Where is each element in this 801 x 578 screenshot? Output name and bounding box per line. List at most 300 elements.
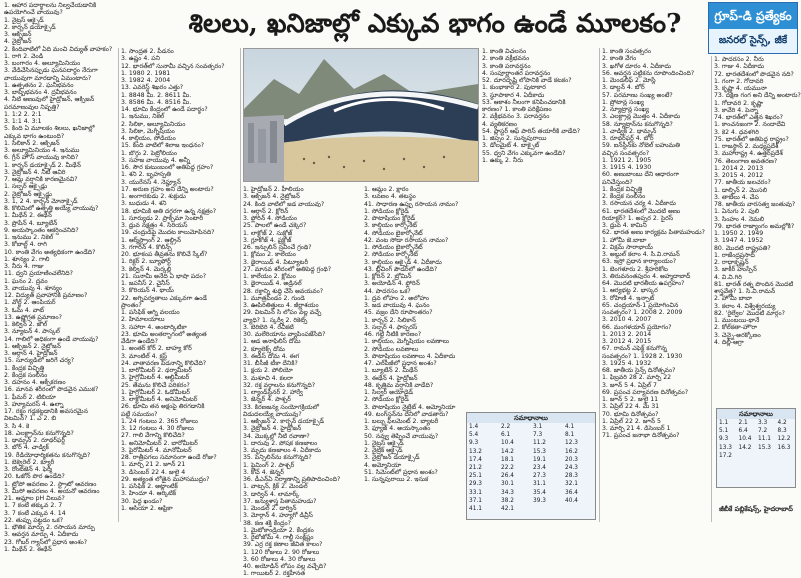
question-line: 3. కాల్షియం కార్బోనేట్: [364, 222, 418, 230]
question-line: 3. గ్లూకోజ్ 4. ఫ్రక్టోజ్: [243, 236, 292, 244]
question-line: 2. విక్రమ్ సారాభాయ్: [602, 243, 653, 251]
question-line: 13. ఎవరెస్ట్ శిఖరం ఎత్తు?: [121, 84, 184, 92]
answer-cell: 2.1: [738, 420, 748, 426]
question-line: 1. ఆక్సిజన్ 2. కార్బన్ డయాక్సైడ్: [243, 418, 325, 425]
question-line: 27. మానవ శరీరంలో అతిపెద్ద గ్రంథి?: [243, 265, 331, 273]
question-line: 8. కొలిమిలో ఉత్పత్తి అయ్యే వాయువు?: [4, 205, 99, 212]
question-line: వేడిగా ఉండేది?: [121, 338, 158, 345]
question-line: 50. నవ్వు తెప్పించే వాయువు?: [364, 432, 439, 440]
question-line: 3. మశూచి 4. కలరా: [243, 374, 293, 382]
question-line: 2. క్యూలెక్స్ దోమ: [243, 345, 285, 353]
question-line: 3. బోర్ 4. చాడ్విక్: [4, 444, 49, 452]
question-line: 1. శూన్యం 2. గాలి: [4, 255, 50, 263]
question-line: 1. కాంచనజంగా 2. నందాదేవి: [714, 121, 786, 129]
question-line: 3. తిరువనంతపురం 4. అహ్మదాబాద్: [602, 272, 691, 280]
question-line: 26. భూమి తన అక్షంపై తిరగడానికి: [121, 403, 205, 411]
question-line: 1. రాజస్థాన్ 2. మధ్యప్రదేశ్: [714, 143, 779, 150]
question-line: 37. జన్యుశాస్త్ర పితామహుడు?: [243, 497, 317, 505]
question-line: 78. జాతీయ వారసత్వ జంతువు?: [714, 201, 796, 208]
answer-row: [467, 439, 595, 447]
question-line: 12. భారత్‌లో సునామీ వచ్చిన సంవత్సరం?: [121, 62, 225, 70]
question-line: వ్యాధి? 1. స్కర్వీ 2. రికెట్స్: [243, 316, 308, 324]
question-line: 1. ఆక్సిజన్ 2. నైట్రోజన్: [4, 342, 61, 350]
question-line: 1. సిలికాన్ 2. ఆక్సిజన్: [4, 139, 60, 147]
question-line: 2. హిమాలయాలు: [121, 316, 165, 324]
question-line: 1. 1950 2. 1949: [714, 230, 764, 237]
question-line: 80. మొదటి రాష్ట్రపతి?: [714, 244, 771, 252]
question-line: 1. బ్యూటేన్ 2. మీథేన్: [364, 367, 418, 375]
question-line: ఉపయోగించే వాయువు?: [4, 9, 63, 17]
question-line: 3. కృష్ణా 4. యమునా: [714, 85, 767, 92]
question-line: 2. కేంద్రక సంలీనం: [602, 193, 646, 200]
question-line: 3. హైగ్రోమీటర్ 4. ఆల్టిమీటర్: [121, 374, 190, 382]
question-line: 3. మార్చి 21 4. డిసెంబర్ 1: [602, 425, 671, 432]
question-line: 46. గట్టి నీటికి కారణం?: [364, 331, 422, 338]
question-line: 3. 12 గంటలు 4. 30 రోజులు: [121, 425, 194, 432]
question-line: 1. లాక్టోజ్ 2. సుక్రోజ్: [243, 229, 293, 237]
badge-subtitle: జనరల్ సైన్స్, జీకే: [709, 29, 797, 53]
question-line: 4. వి.వి.గిరి: [714, 273, 742, 281]
question-line: 72. భారతదేశంలో పొడవైన నది?: [714, 70, 794, 78]
column-divider: [599, 48, 600, 522]
question-line: 1. ఫిబ్రవరి 28 2. మార్చి 22: [602, 374, 672, 382]
question-line: 1. 120 రోజులు 2. 90 రోజులు: [243, 548, 320, 556]
question-line: 39. ఎర్ర రక్త కణాల జీవిత కాలం?: [243, 541, 323, 549]
question-line: 3. బాష్పీభవనం 4. ద్రవీభవనం: [4, 89, 77, 96]
question-line: 16. సౌర కుటుంబంలో అతిపెద్ద గ్రహం?: [121, 164, 214, 171]
question-line: 38. కణ శక్తి కేంద్రం?: [243, 519, 291, 527]
question-line: 14. భూమి కేంద్రంలో ఉండే పదార్థం?: [121, 106, 208, 113]
question-line: 3. ఆక్సిజన్: [4, 31, 32, 38]
answer-row: [467, 489, 595, 497]
question-line: 3. ఫ్లోరిన్ 4. సోడియం: [243, 215, 297, 222]
answer-cell: 7.3: [533, 432, 543, 439]
answer-cell: 12.3: [565, 440, 578, 447]
question-line: 19. చంద్రుడిపై మొదట కాలుమోపినది?: [121, 229, 215, 237]
question-line: 1. ఇనుము, నికెల్: [121, 113, 165, 121]
question-line: 69. ప్రపంచ పర్యావరణ దినోత్సవం?: [602, 388, 689, 396]
question-line: 81. భారత్ రత్న పొందిన మొదటి: [714, 280, 794, 288]
question-line: 18. భూమికి అతి దగ్గరగా ఉన్న నక్షత్రం?: [121, 207, 217, 215]
answer-row: [717, 427, 795, 435]
question-line: 1. 7 కంటే తక్కువ 2. 7: [4, 502, 63, 510]
question-line: 63. ఇస్రో ప్రధాన కార్యాలయం?: [602, 258, 677, 266]
question-line: 1. 1921 2. 1905: [602, 156, 652, 164]
answer-cell: 9.3: [719, 436, 729, 443]
answer-cell: 3.3: [758, 420, 768, 426]
question-line: ఎక్కువ భాగం ఉంటుంది?: [4, 132, 65, 140]
answer-cell: [737, 452, 757, 460]
answer-cell: 37.1: [469, 497, 482, 504]
question-line: 1. ఘనం 2. ద్రవం: [4, 277, 48, 285]
question-line: 1. గోదావరి 2. కృష్ణా: [714, 99, 764, 107]
question-line: 61. భారతదేశంలో మొదటి అణు: [602, 207, 681, 215]
question-line: 3. డోలమైట్ 4. బాక్సైట్: [482, 142, 540, 150]
question-line: సంవత్సరం? 1. 1928 2. 1930: [602, 352, 683, 360]
badge-title: గ్రూప్-డి ప్రత్యేకం: [709, 3, 797, 29]
question-line: 47. ఎల్‌పీజీలో ప్రధాన అంశం?: [364, 360, 437, 367]
question-line: 3. ప్రొపేన్ 4. బ్యూటేన్: [4, 219, 58, 227]
question-line: 3. థైరాయిడ్ 4. పిట్యూటరీ: [243, 258, 308, 266]
question-line: 3. డాల్టన్ 4. బోర్: [602, 84, 645, 92]
question-line: శాస్త్రవేత్త? 1. సి.వి.రామన్: [714, 288, 776, 295]
question-line: 3. రూథర్‌ఫర్డ్ 4. బోర్: [602, 135, 654, 142]
question-line: 3. నైట్రోజన్ 4. నీటి ఆవిరి: [4, 168, 66, 176]
question-line: 65. చంద్రయాన్-1 ప్రయోగించిన: [602, 301, 679, 309]
question-line: 54. ప్లాస్టర్ ఆఫ్ పారిస్ తయారీకి వాడేది?: [482, 127, 580, 135]
answer-cell: 32.1: [565, 481, 578, 488]
question-line: 3. డార్విన్ 4. లామార్క్: [243, 490, 300, 498]
answer-cell: 8.3: [777, 428, 787, 435]
question-line: 4. నీటి అణువులో హైడ్రోజన్, ఆక్సిజన్: [4, 96, 95, 104]
answer-table: [716, 408, 796, 488]
question-column-1: [4, 2, 117, 553]
question-line: వాయువుగా మారడాన్ని ఏమంటారు?: [4, 74, 92, 82]
question-line: 3. కెల్విన్ 4. మెర్కల్లి: [121, 265, 172, 273]
question-line: 1. దారువు 2. పోషక కణజాలం: [243, 439, 318, 447]
question-line: 77. జాతీయ జలచరం?: [714, 179, 771, 187]
question-line: 1. రాగి 2. వెండి: [4, 52, 44, 60]
question-column-6: [714, 56, 801, 402]
question-line: 1. కుంభాకార 2. పుటాకార: [482, 84, 546, 92]
question-line: 1. హైడ్రోజన్ 2. హీలియం: [243, 186, 304, 193]
question-line: 3. చెన్నై-అరక్కోణం: [714, 331, 761, 339]
answer-cell: 12.2: [777, 436, 791, 443]
question-line: 1. కాంతి విచలనం: [482, 48, 527, 55]
question-line: 2. కేంద్రక సంలీనం: [4, 371, 48, 379]
question-line: 70. భూమి దినోత్సవం?: [602, 410, 659, 418]
question-line: 3. 2015 4. 2012: [714, 172, 764, 179]
question-line: 2. హోమీ బాబా: [714, 295, 752, 303]
question-line: 1. ముంబయి-థానే: [714, 317, 760, 324]
answer-table: [466, 412, 596, 520]
question-line: 1. బెక్వెరెల్ 2. క్యూరీ: [4, 458, 55, 466]
question-line: 1. 1980 2. 1981: [121, 69, 171, 77]
question-line: 22. అగ్నిపర్వతాలు ఎక్కువగా ఉండే: [121, 294, 207, 302]
question-line: 1. జూన్ 5 2. జులై 11: [602, 396, 659, 403]
question-line: 1. సిల్వర్ అయోడైడ్: [364, 389, 414, 396]
question-line: 3. వేడిచేసినప్పుడు ఘనపదార్థం నేరుగా: [4, 67, 98, 75]
answer-cell: 25.1: [469, 473, 482, 480]
question-line: 1. బెంగళూరు 2. శ్రీహరికోట: [602, 265, 668, 273]
question-line: 1. నైట్రస్ ఆక్సైడ్: [4, 16, 44, 24]
question-line: 24. వాతావరణ పీడనాన్ని కొలిచేది?: [121, 359, 207, 367]
question-line: 3. లాక్టోమీటర్ 4. అనిమోమీటర్: [121, 396, 198, 403]
question-line: 2. పొటాషియం క్లోరైడ్: [364, 215, 416, 222]
answer-cell: 38.2: [501, 497, 514, 504]
question-line: 1. ఆడ అనాఫిలిస్ దోమ: [243, 338, 301, 346]
headline: శిలలు, ఖనిజాల్లో ఎక్కువ భాగం ఉండే మూలకం?: [188, 9, 682, 39]
question-line: 4. సోడియం బైకార్బోనేట్: [364, 229, 423, 237]
question-line: 3. న్యూటన్ 4. పాస్కల్: [4, 328, 60, 336]
answer-cell: 17.4: [469, 456, 482, 463]
question-line: 1. సూర్యుడు 2. ప్రాక్సిమా సెంటారీ: [121, 214, 204, 222]
question-line: 1. సల్ఫర్ ఆక్సైడ్లు: [4, 183, 48, 191]
question-line: 3. ఆవర్తన మార్పు 4. ఏదీకాదు: [4, 531, 79, 539]
question-line: 41. సాధారణ ఉప్పు రసాయన నామం?: [364, 200, 459, 208]
question-line: 1. బల్బు ఫిలమెంట్ 2. బ్యాటరీ: [364, 418, 439, 425]
question-line: 1. పసిఫిక్ అగ్ని వలయం: [121, 309, 180, 316]
answer-grid: [717, 419, 795, 460]
question-column-2: [121, 48, 239, 522]
question-line: 1. పాదరసం 2. నీరు: [714, 56, 764, 63]
question-line: 1. ఆర్గాన్ 2. క్లోరిన్: [243, 207, 289, 215]
question-line: 19. రేడియోధార్మికతను కనుగొన్నది?: [4, 451, 91, 459]
question-line: 30. పెద్ద ఖండం?: [121, 497, 163, 505]
question-line: 71. ప్రపంచ జనాభా దినోత్సవం?: [602, 432, 680, 440]
question-line: 3. డిసెంబర్ 22 4. జులై 4: [121, 468, 186, 476]
question-line: 3. బంగారం 4. అల్యూమినియం: [4, 60, 81, 67]
answer-cell: 30.1: [501, 481, 514, 488]
question-line: 3. 8586 మీ. 4. 8516 మీ.: [121, 98, 192, 106]
question-line: 3. లవణం 4. తటస్థం: [364, 193, 416, 201]
answer-cell: 23.4: [533, 465, 546, 472]
question-line: 1. ఆహార పదార్థాలను నిల్వచేయడానికి: [4, 2, 97, 9]
question-line: 26. ఇన్సులిన్ స్రవించే గ్రంథి?: [243, 244, 312, 251]
question-line: సంవత్సరం? 1. 2008 2. 2009: [602, 309, 683, 316]
question-line: 3. అబ్దుల్ కలాం 4. సి.వి.రామన్: [602, 251, 680, 258]
question-line: 29. విటమిన్ సి లోపం వల్ల వచ్చే: [243, 309, 322, 317]
question-line: 1. కేంద్రక విచ్ఛిత్తి: [4, 364, 45, 372]
question-line: 31. బీసీజీ టీకా దేనికి?: [243, 360, 298, 367]
question-line: 49. టంగ్‌స్టన్‌ను దేనిలో వాడతారు?: [364, 410, 449, 418]
question-line: 23. గోబర్ గ్యాస్‌లో ప్రధాన అంశం?: [4, 538, 88, 546]
answer-cell: 24.3: [565, 465, 578, 472]
question-line: 1. సోడియం బైకార్బోనేట్: [364, 244, 423, 251]
answer-cell: 16.2: [565, 448, 578, 455]
answer-cell: 9.3: [469, 440, 479, 447]
question-line: 42. వంట సోడా రసాయన నామం?: [364, 236, 449, 244]
question-line: 1. వోల్ట్ 2. ఆంపియర్: [4, 299, 56, 307]
question-line: 17. రక్తం గడ్డకట్టడానికి అవసరమైన: [4, 408, 88, 415]
question-line: 10. కాంతి వేగం అత్యధికంగా ఉండేది?: [4, 248, 96, 256]
tsunami-photo: [243, 48, 479, 182]
question-line: 3. పొటాషియం నైట్రేట్ 4. అమ్మోనియా: [364, 403, 456, 411]
answer-cell: 31.1: [533, 481, 546, 488]
question-line: 56. ఆవర్తన పట్టికను రూపొందించింది?: [602, 69, 695, 77]
question-line: 52. దూరదృష్టి లోపానికి వాడే కటకం?: [482, 77, 572, 84]
question-line: 24. కింది వాటిలో జడ వాయువు?: [243, 200, 325, 208]
question-line: 3. కొరియన్ 4. థాయ్: [121, 287, 174, 295]
question-line: 29. అత్యంత లోతైన మహాసముద్రం?: [121, 475, 210, 483]
question-line: పనిచేస్తుంది?: [602, 178, 633, 186]
question-line: 3. మోర్గాన్ 4. హ్యూగో డివ్రీస్: [243, 512, 313, 520]
question-line: 15. సూర్యుడిలో జరిగే చర్య?: [4, 357, 75, 365]
question-line: 3. 1:1 4. 3:1: [4, 118, 42, 125]
question-line: 3. దహనం 4. ఆక్సీకరణం: [4, 379, 66, 386]
answer-cell: 1.4: [469, 424, 479, 430]
question-line: 3. రోహిణి 4. ఇన్సాట్: [602, 294, 655, 302]
question-line: 1. 8848 మీ. 2. 8611 మీ.: [121, 91, 192, 99]
question-line: 1. కాంతి సంవత్సరం: [602, 48, 651, 55]
question-line: 3. నీరు 4. గాజు: [4, 263, 44, 270]
question-line: 3. జడ వాయువు 4. ఘనం: [364, 302, 430, 309]
question-line: 3. హిందూ 4. ఆర్కిటిక్: [121, 490, 177, 498]
question-line: 3. 1925 4. 1932: [602, 359, 652, 367]
question-line: 2. కోల్‌కతా-హౌరా: [714, 324, 758, 332]
question-line: 2. నైట్రోజన్ ఆక్సైడ్లు: [4, 190, 53, 198]
answer-row: [467, 456, 595, 464]
answer-cell: 6.4: [738, 428, 748, 435]
question-line: 15. కింది వాటిలో శిలాజ ఇంధనం?: [121, 142, 205, 150]
question-line: 4. అమ్మోనియా: [364, 461, 402, 469]
question-line: 13. ఉష్ణోగ్రత ప్రమాణం?: [4, 313, 62, 321]
answer-row: [467, 423, 595, 431]
question-line: 55. ధ్వని వేగం ఎక్కువగా ఉండేది?: [482, 149, 566, 157]
question-line: 3. సిలికా, మెగ్నీషియం: [121, 127, 175, 135]
question-line: 20. ఓజోన్ పొర ఉండేది?: [4, 473, 65, 481]
question-line: వచ్చిన సంవత్సరం?: [602, 149, 650, 157]
answer-table-title: సమాధానాలు: [717, 409, 795, 419]
question-line: 1. ఆసియా 2. ఆఫ్రికా: [121, 504, 173, 512]
answer-cell: 14.2: [501, 448, 514, 455]
question-line: 1. ఇనుము 2. నికెల్: [4, 234, 54, 241]
answer-cell: 39.3: [533, 497, 546, 504]
question-line: 3. బుధుడు 4. శని: [121, 200, 167, 208]
question-line: 1. క్లోమం 2. కాలేయం: [243, 251, 296, 259]
question-line: 17. అరుణ గ్రహం అని దేన్ని అంటారు?: [121, 185, 214, 193]
question-line: 1. అంతర్ కోర్ 2. బాహ్య కోర్: [121, 345, 192, 353]
question-line: 21. ఆమ్లాల pH విలువ?: [4, 495, 65, 502]
question-line: 36. డీఎన్ఏ నిర్మాణాన్ని ప్రతిపాదించింది?: [243, 476, 341, 483]
question-line: 3. హ్యూమరస్ 4. ఉల్నా: [4, 400, 64, 408]
question-line: 60. అణుబాంబు దేని ఆధారంగా: [602, 171, 680, 179]
question-line: 3. పైరోమీటర్ 4. మానోమీటర్: [121, 446, 192, 454]
answer-cell: 6.1: [501, 432, 511, 439]
question-line: 1. మార్చి 21 2. జూన్ 21: [121, 461, 186, 469]
answer-cell: 11.1: [758, 436, 771, 443]
question-line: 3. ఏప్రిల్ 22 4. మే 31: [602, 403, 660, 411]
question-line: 3. సింహం 4. నెమలి: [714, 215, 765, 223]
question-line: 1. ఉక్కు 2. నీరు: [482, 156, 524, 164]
question-line: 1. వాట్సన్, క్రిక్ 2. మెండల్: [243, 483, 308, 491]
question-line: 2. కిందివాటిలో ఏది మంచి విద్యుత్ వాహకం?: [4, 45, 113, 53]
question-line: 1. నైట్రస్ ఆక్సైడ్: [364, 439, 404, 447]
question-line: 45. వజ్రం దేని రూపాంతరం?: [364, 309, 433, 317]
question-line: 3. జూన్ 5 4. ఏప్రిల్ 7: [602, 381, 657, 389]
question-line: 3. రోంట్‌జెన్ 4. ఫెర్మీ: [4, 466, 53, 473]
question-line: 3. నైట్రోజన్ 4. హైడ్రోజన్: [243, 425, 302, 433]
question-line: 3. 1, 2 4. కార్బన్ మోనాక్సైడ్: [4, 197, 78, 205]
question-line: 1. జిప్సం 2. సున్నపురాయి: [482, 135, 547, 142]
question-line: 51. సిమెంట్‌లో ప్రధాన అంశం?: [364, 468, 438, 476]
answer-row: [717, 435, 795, 443]
question-line: 3. పొటాషియం లవణాలు 4. ఏదీకాదు: [364, 352, 456, 360]
question-column-3: [243, 186, 360, 578]
question-line: 1. సాంద్రత 2. పీడనం: [121, 48, 174, 55]
answer-cell: 42.1: [501, 506, 514, 513]
question-line: 2. కార్బన్ డయాక్సైడ్: [4, 23, 56, 31]
answer-cell: 28.3: [565, 473, 578, 480]
question-line: 2. కాంతి వక్రీభవనం: [482, 55, 530, 63]
question-line: 1. థామ్సన్ 2. రూథర్‌ఫర్డ్: [4, 437, 65, 444]
question-line: 3. కోబాల్ట్ 4. రాగి: [4, 241, 47, 249]
question-line: 5. కింది ఏ మూలకం శిలలు, ఖనిజాల్లో: [4, 125, 95, 133]
answer-cell: 5.1: [719, 428, 729, 435]
question-line: 3. జెన్నర్ 4. పాశ్చర్: [243, 396, 291, 404]
question-line: 58. న్యూట్రాన్‌ను కనుగొన్నది?: [602, 120, 673, 128]
question-line: 1. పసిఫిక్ 2. అట్లాంటిక్: [121, 483, 178, 490]
question-line: 4. సంపూర్ణాంతర పరావర్తనం: [482, 69, 551, 77]
question-line: 66. మంగళయాన్ ప్రయోగం?: [602, 323, 672, 331]
question-line: 1. 1:2 2. 2:1: [4, 110, 42, 118]
question-line: 2. సోడియం క్లోరైడ్: [364, 396, 409, 404]
answer-cell: 15.3: [758, 444, 771, 451]
answer-row: [717, 419, 795, 427]
question-line: 4. వ్యతికరణం: [482, 120, 518, 128]
question-line: 2. న్యూట్రాన్ల సంఖ్య: [602, 106, 649, 113]
answer-cell: [776, 452, 796, 460]
question-line: 3. 7 కంటే ఎక్కువ 4. 14: [4, 509, 66, 517]
question-line: 32. రక్త వర్గాలను కనుగొన్నది?: [243, 381, 316, 389]
question-line: 3. 60 రోజులు 4. 30 రోజులు: [243, 555, 316, 563]
question-line: 34. మొక్కల్లో నీటి రవాణా?: [243, 432, 310, 440]
question-line: 3. ఉష్ణం 4. పని: [121, 55, 160, 63]
answer-row: [717, 452, 795, 460]
question-line: 30. మలేరియాను వ్యాపింపజేసేది?: [243, 331, 326, 338]
question-line: 3. నైట్రోజన్ డయాక్సైడ్: [364, 454, 420, 462]
question-line: 11. ధ్వని ప్రయాణించలేనిది?: [4, 270, 73, 278]
answer-cell: 21.2: [469, 465, 482, 472]
question-line: 3. కె2 4. ధవళగిరి: [714, 128, 759, 136]
answer-cell: 40.4: [565, 497, 578, 504]
question-line: 59. ఐన్‌స్టీన్‌కు నోబెల్ బహుమతి: [602, 142, 680, 150]
question-line: 67. రామన్ ఎఫెక్ట్ కనుగొన్న: [602, 345, 667, 353]
publisher-credit: జీబీకే పబ్లికేషన్స్, హైదరాబాద్: [719, 505, 793, 513]
question-line: 48. కృత్రిమ వర్షానికి వాడేది?: [364, 381, 434, 389]
question-line: 1. చాడ్విక్ 2. థామ్సన్: [602, 127, 657, 135]
question-line: 3. కాల్షియం ఆక్సైడ్ 4. ఏదీకాదు: [364, 258, 442, 266]
answer-row: [467, 505, 595, 513]
answer-cell: 17.2: [719, 452, 732, 459]
question-line: 9. అయస్కాంతం ఆకర్షించనిది?: [4, 226, 79, 234]
answer-cell: 22.2: [501, 465, 514, 472]
question-line: 3. థైరాయిడ్ 4. అడ్రినల్: [243, 280, 302, 288]
question-line: 2. రాధాకృష్ణన్: [714, 259, 749, 266]
question-line: 3. కావేరి 4. పెన్నా: [714, 106, 759, 114]
answer-cell: 13.3: [719, 444, 732, 451]
question-line: 1. సున్నపురాయి 2. ఇసుక: [364, 476, 429, 483]
question-line: పట్టే సమయం?: [121, 410, 158, 418]
question-line: 14. గాలిలో అధికంగా ఉండే వాయువు?: [4, 335, 99, 343]
question-line: పరమాణువుల నిష్పత్తి?: [4, 103, 60, 111]
answer-cell: 11.2: [533, 440, 546, 447]
question-line: 2. నైట్రిక్ ఆక్సైడ్: [364, 447, 403, 454]
question-line: 6. గ్రీన్ హౌస్ వాయువు కానిది?: [4, 154, 79, 162]
question-line: 3. 1982 4. 2004: [121, 77, 171, 84]
question-line: 53. ఆకాశం నీలంగా కనిపించడానికి: [482, 98, 566, 106]
question-line: 3. గాజు 4. ఏదీకాదు: [714, 63, 765, 71]
question-line: 1. కాలేయం 2. క్లోమం: [243, 273, 296, 280]
question-line: కారణం? 1. కాంతి పరిక్షేపణం: [482, 106, 552, 113]
question-line: 74. భారత్‌లో ఎత్తైన శిఖరం?: [714, 114, 783, 121]
question-line: 1. ఏప్రిల్ 22 2. జూన్ 5: [602, 417, 661, 425]
question-line: 3. సహారా 4. అంటార్కిటికా: [121, 323, 187, 331]
question-line: 57. పరమాణు సంఖ్య అంటే?: [602, 91, 673, 99]
question-line: 76. తెలంగాణ అవతరణ?: [714, 157, 778, 165]
question-line: 3. రైబోజోమ్ 4. గాల్జీ సంక్లిష్టం: [243, 534, 314, 541]
question-line: 23. భూమి అంతర్భాగంలో అత్యంత: [121, 330, 207, 338]
question-line: 3. కలాం 4. విశ్వేశ్వరయ్య: [714, 302, 776, 310]
question-line: 1. మెండల్ 2. డార్విన్: [243, 505, 297, 512]
answer-cell: 26.4: [501, 473, 514, 480]
question-line: 43. బ్లీచింగ్ పౌడర్‌లో ఉండేది?: [364, 265, 438, 273]
answer-cell: 10.4: [738, 436, 752, 443]
question-line: 3. ధ్రువ 4. కామిని: [602, 222, 647, 229]
question-line: 1. 24 గంటలు 2. 365 రోజులు: [121, 417, 198, 425]
answer-cell: 15.3: [533, 448, 546, 455]
question-line: 3. మాంటిల్ 4. క్రస్ట్: [121, 352, 168, 360]
